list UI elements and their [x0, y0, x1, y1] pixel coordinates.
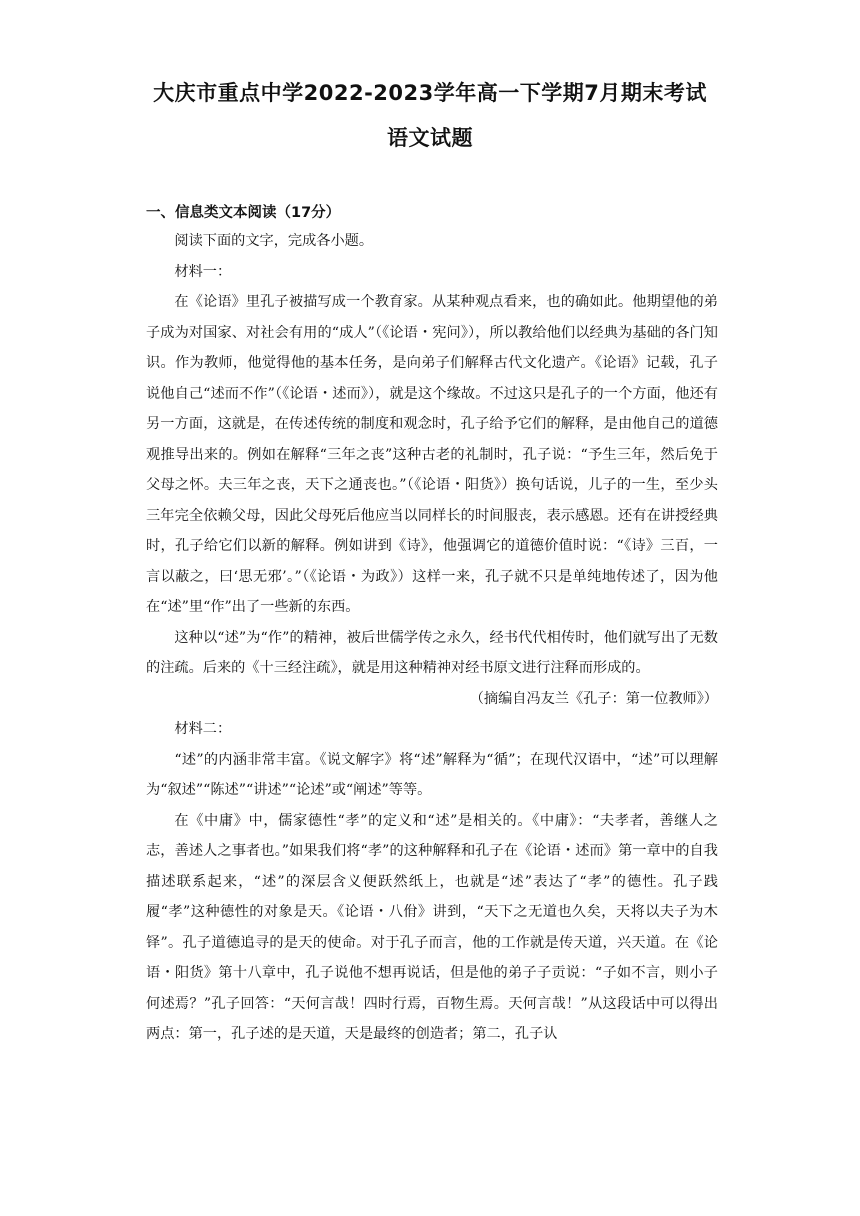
material1-label: 材料一： [174, 263, 232, 280]
material2-paragraph: 在《中庸》中，儒家德性“孝”的定义和“述”是相关的。《中庸》：“夫孝者，善继人之志，善述人之事者也。”如果我们将“孝”的这种解释和孔子在《论语・述而》第一章中的自我描述联系起来，“述”的深层含义便跃然纸上，也就是“述”表达了“孝”的德性。孔子践履“孝”这种德性的对象是天。《论语・八佾》讲到，“天下之无道也久矣，天将以夫子为木铎”。孔子道德追寻的是天的使命。对于孔子而言，他的工作就是传天道，兴天道。在《论语・阳货》第十八章中，孔子说他不想再说话，但是他的弟子子贡说：“子如不言，则小子何述焉？”孔子回答：“天何言哉！四时行焉，百物生焉。天何言哉！”从这段话中可以得出两点：第一，孔子述的是天道，天是最终的创造者；第二，孔子认 [146, 812, 718, 1042]
material2-label: 材料二： [174, 721, 232, 737]
document-body [146, 226, 718, 1050]
material2-paragraph: “述”的内涵非常丰富。《说文解字》将“述”解释为“循”；在现代汉语中，“述”可以理解为“叙述”“陈述”“讲述”“论述”或“阐述”等等。 [146, 751, 718, 798]
instruction-text: 阅读下面的文字，完成各小题。 [174, 233, 374, 249]
document-subtitle: 语文试题 [387, 126, 473, 150]
material1-source: （摘编自冯友兰《孔子：第一位教师》） [469, 690, 718, 707]
material1-paragraph: 在《论语》里孔子被描写成一个教育家。从某种观点看来，也的确如此。他期望他的弟子成为对国家、对社会有用的“成人”（《论语・宪问》），所以教给他们以经典为基础的各门知识。作为教师，他觉得他的基本任务，是向弟子们解释古代文化遗产。《论语》记载，孔子说他自己“述而不作”（《论语・述而》），就是这个缘故。不过这只是孔子的一个方面，他还有另一方面，这就是，在传述传统的制度和观念时，孔子给予它们的解释，是由他自己的道德观推导出来的。例如在解释“三年之丧”这种古老的礼制时，孔子说：“予生三年，然后免于父母之怀。夫三年之丧，天下之通丧也。”（《论语・阳货》）换句话说，儿子的一生，至少头三年完全依赖父母，因此父母死后他应当以同样长的时间服丧，表示感恩。还有在讲授经典时，孔子给它们以新的解释。例如讲到《诗》，他强调它的道德价值时说：“《诗》三百，一言以蔽之，曰‘思无邪’。”（《论语・为政》）这样一来，孔子就不只是单纯地传述了，因为他在“述”里“作”出了一些新的东西。 [146, 294, 718, 615]
material1-paragraph: 这种以“述”为“作”的精神，被后世儒学传之永久，经书代代相传时，他们就写出了无数的注疏。后来的《十三经注疏》，就是用这种精神对经书原文进行注释而形成的。 [146, 629, 718, 676]
document-title: 大庆市重点中学2022-2023学年高一下学期7月期末考试 [153, 81, 707, 105]
section-heading: 一、信息类文本阅读（17分） [146, 205, 341, 221]
